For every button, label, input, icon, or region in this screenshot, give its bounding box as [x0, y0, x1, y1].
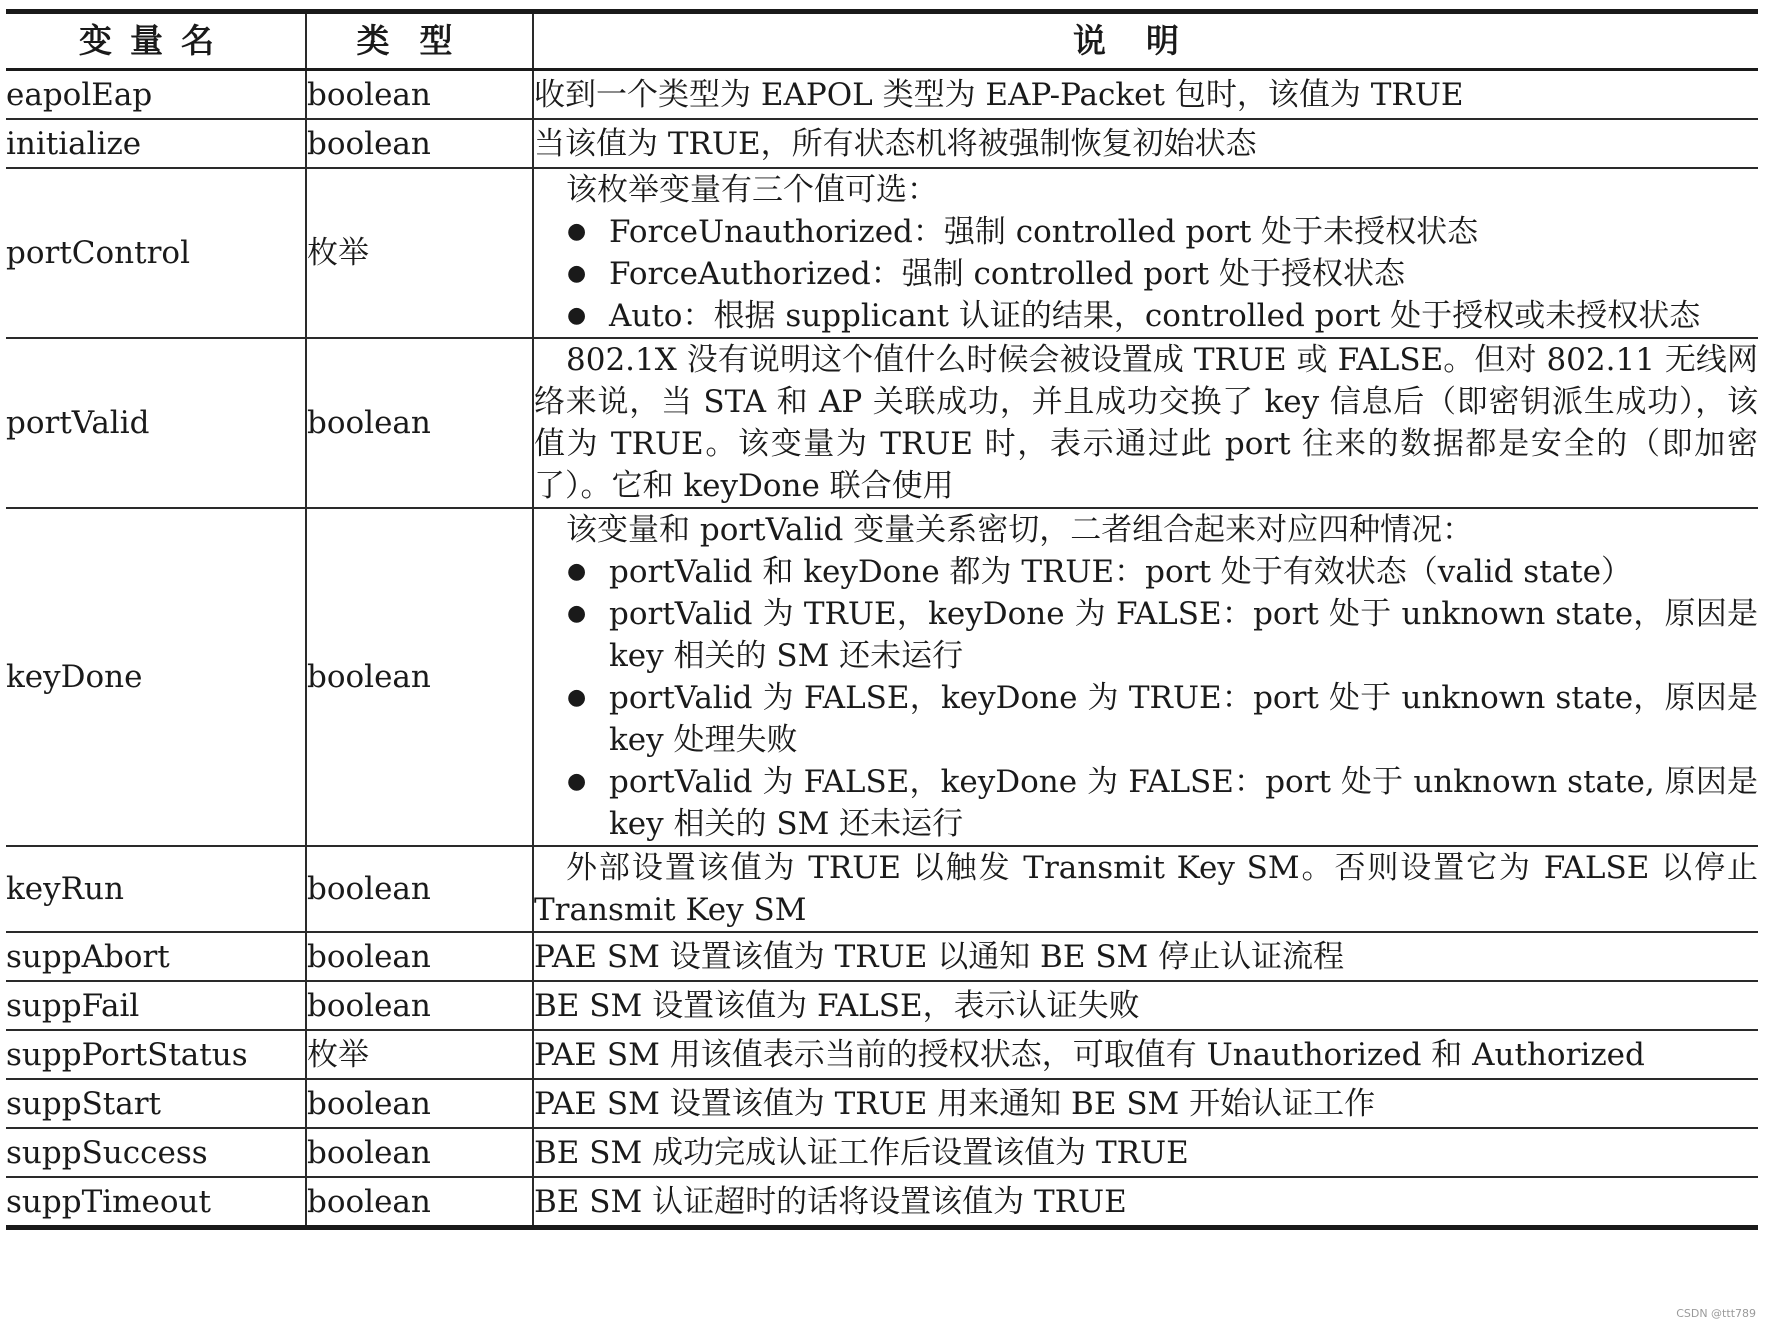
table-row — [6, 1128, 1758, 1177]
variable-type-cell: boolean — [306, 981, 533, 1030]
variable-description-cell: PAE SM 设置该值为 TRUE 以通知 BE SM 停止认证流程 — [533, 932, 1758, 981]
table-row — [6, 1030, 1758, 1079]
table-row — [6, 846, 1758, 932]
variable-name-cell: suppFail — [6, 981, 306, 1030]
variable-description-cell: 外部设置该值为 TRUE 以触发 Transmit Key SM。否则设置它为 FALSE 以停止 Transmit Key SM — [533, 846, 1758, 932]
description-bullet: ● portValid 和 keyDone 都为 TRUE：port 处于有效状态（valid state） — [534, 551, 1758, 593]
variable-name-cell: suppAbort — [6, 932, 306, 981]
variable-type-cell: boolean — [306, 1079, 533, 1128]
variable-description-cell: 802.1X 没有说明这个值什么时候会被设置成 TRUE 或 FALSE。但对 802.11 无线网络来说，当 STA 和 AP 关联成功，并且成功交换了 key 信息后（即密钥派生成功），该值为 TRUE。该变量为 TRUE 时，表示通过此 port 往来的数据都是安全的（即加密了）。它和 keyDone 联合使用 — [533, 338, 1758, 508]
variable-table — [6, 9, 1758, 1230]
description-bullet-list — [534, 551, 1758, 845]
table-row — [6, 168, 1758, 338]
variable-description-cell — [533, 168, 1758, 338]
table-row — [6, 70, 1758, 120]
table-row — [6, 1177, 1758, 1228]
variable-name-cell: portControl — [6, 168, 306, 338]
description-bullet: ● portValid 为 TRUE，keyDone 为 FALSE：port 处于 unknown state，原因是 key 相关的 SM 还未运行 — [534, 593, 1758, 677]
description-bullet: ● portValid 为 FALSE，keyDone 为 FALSE：port 处于 unknown state, 原因是 key 相关的 SM 还未运行 — [534, 761, 1758, 845]
variable-name-cell: suppSuccess — [6, 1128, 306, 1177]
table-row — [6, 508, 1758, 846]
description-intro: 该枚举变量有三个值可选： — [566, 172, 938, 208]
variable-description-cell: PAE SM 用该值表示当前的授权状态，可取值有 Unauthorized 和 Authorized — [533, 1030, 1758, 1079]
description-bullet-list — [534, 211, 1758, 337]
table-row — [6, 1079, 1758, 1128]
variable-type-cell: 枚举 — [306, 168, 533, 338]
table-row — [6, 119, 1758, 168]
header-variable-name: 变量名 — [6, 12, 306, 70]
description-bullet: ● ForceUnauthorized：强制 controlled port 处于未授权状态 — [534, 211, 1758, 253]
variable-type-cell: 枚举 — [306, 1030, 533, 1079]
variable-type-cell: boolean — [306, 1128, 533, 1177]
variable-type-cell: boolean — [306, 70, 533, 120]
variable-name-cell: suppPortStatus — [6, 1030, 306, 1079]
variable-type-cell: boolean — [306, 119, 533, 168]
description-bullet: ● ForceAuthorized：强制 controlled port 处于授权状态 — [534, 253, 1758, 295]
variable-name-cell: eapolEap — [6, 70, 306, 120]
variable-name-cell: keyRun — [6, 846, 306, 932]
variable-description-cell: PAE SM 设置该值为 TRUE 用来通知 BE SM 开始认证工作 — [533, 1079, 1758, 1128]
table-header — [6, 12, 1758, 70]
variable-type-cell: boolean — [306, 1177, 533, 1228]
variable-description-cell: 收到一个类型为 EAPOL 类型为 EAP-Packet 包时，该值为 TRUE — [533, 70, 1758, 120]
variable-name-cell: keyDone — [6, 508, 306, 846]
variable-type-cell: boolean — [306, 932, 533, 981]
variable-description-cell — [533, 508, 1758, 846]
header-row — [6, 12, 1758, 70]
header-type: 类型 — [306, 12, 533, 70]
variable-description-cell: BE SM 成功完成认证工作后设置该值为 TRUE — [533, 1128, 1758, 1177]
variable-name-cell: suppTimeout — [6, 1177, 306, 1228]
variable-description-cell: BE SM 设置该值为 FALSE，表示认证失败 — [533, 981, 1758, 1030]
header-description: 说明 — [533, 12, 1758, 70]
table-row — [6, 338, 1758, 508]
variable-description-cell: 当该值为 TRUE，所有状态机将被强制恢复初始状态 — [533, 119, 1758, 168]
description-bullet: ● Auto：根据 supplicant 认证的结果，controlled port 处于授权或未授权状态 — [534, 295, 1758, 337]
variable-description-cell: BE SM 认证超时的话将设置该值为 TRUE — [533, 1177, 1758, 1228]
watermark-text: CSDN @ttt789 — [1676, 1307, 1756, 1320]
variable-type-cell: boolean — [306, 508, 533, 846]
variable-type-cell: boolean — [306, 338, 533, 508]
variable-name-cell: suppStart — [6, 1079, 306, 1128]
table-row — [6, 932, 1758, 981]
description-bullet: ● portValid 为 FALSE，keyDone 为 TRUE：port 处于 unknown state，原因是 key 处理失败 — [534, 677, 1758, 761]
variable-name-cell: initialize — [6, 119, 306, 168]
description-intro: 该变量和 portValid 变量关系密切，二者组合起来对应四种情况： — [566, 512, 1474, 548]
table-row — [6, 981, 1758, 1030]
variable-type-cell: boolean — [306, 846, 533, 932]
variable-name-cell: portValid — [6, 338, 306, 508]
